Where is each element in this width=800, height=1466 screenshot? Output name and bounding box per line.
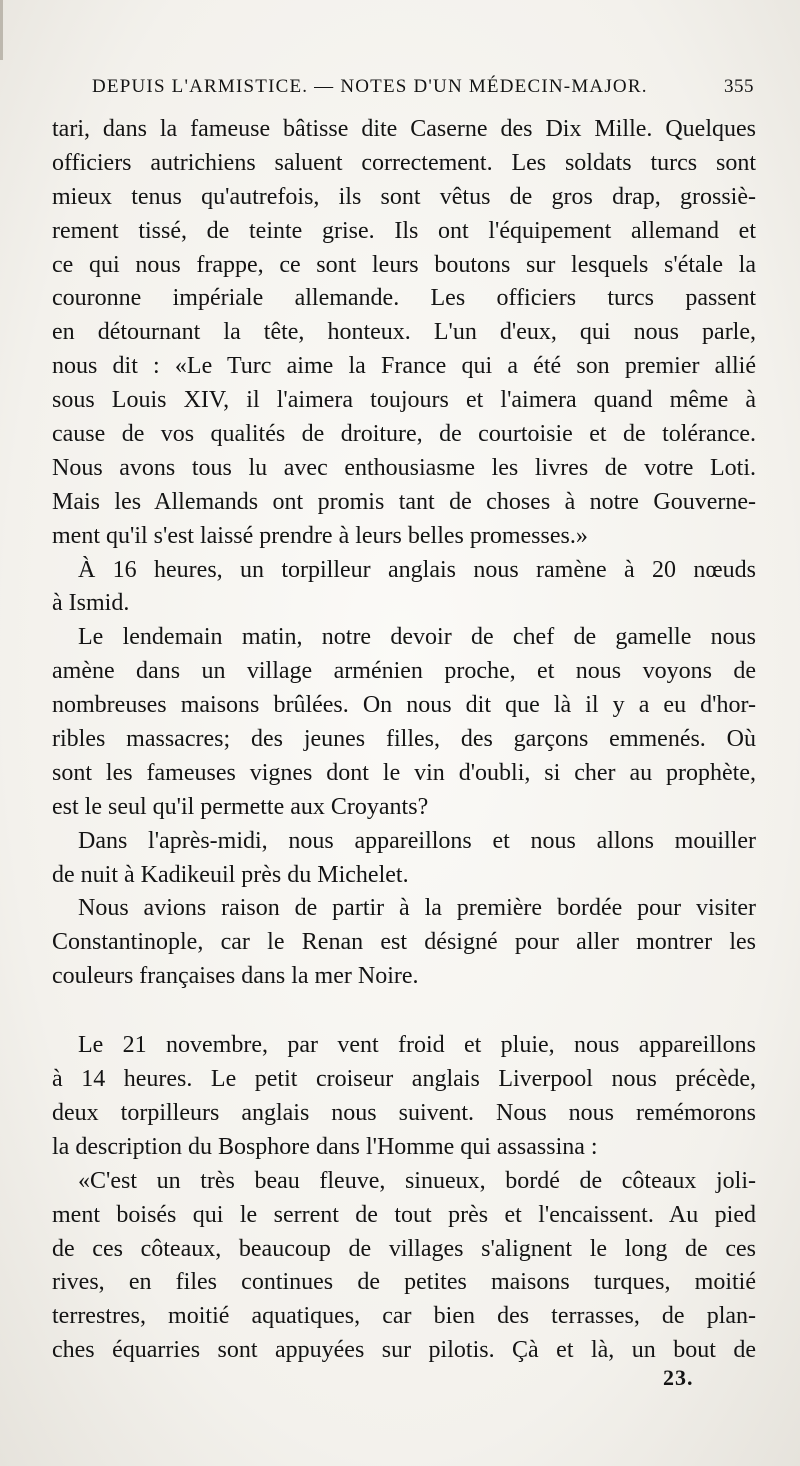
text-line: ribles massacres; des jeunes filles, des garçons emmenés. Où	[52, 726, 756, 753]
text-line: ches équarries sont appuyées sur pilotis. Çà et là, un bout de	[52, 1337, 756, 1364]
text-line: couronne impériale allemande. Les officiers turcs passent	[52, 285, 756, 312]
running-title: DEPUIS L'ARMISTICE. — NOTES D'UN MÉDECIN-MAJOR.	[92, 76, 648, 97]
text-line: deux torpilleurs anglais nous suivent. Nous nous remémorons	[52, 1099, 756, 1126]
text-line: nombreuses maisons brûlées. On nous dit que là il y a eu d'hor-	[52, 692, 756, 719]
page-number: 355	[724, 76, 754, 97]
paragraph	[52, 113, 756, 554]
text-line: sous Louis XIV, il l'aimera toujours et l'aimera quand même à	[52, 387, 756, 414]
text-line: À 16 heures, un torpilleur anglais nous ramène à 20 nœuds	[78, 556, 756, 583]
text-line: tari, dans la fameuse bâtisse dite Caserne des Dix Mille. Quelques	[52, 116, 756, 142]
text-line: amène dans un village arménien proche, et nous voyons de	[52, 658, 756, 685]
text-line: sont les fameuses vignes dont le vin d'oubli, si cher au prophète,	[52, 759, 756, 786]
text-line: en détournant la tête, honteux. L'un d'eux, qui nous parle,	[52, 319, 756, 346]
page-body	[52, 113, 756, 1368]
signature-mark: 23.	[663, 1365, 694, 1390]
text-line: Le 21 novembre, par vent froid et pluie, nous appareillons	[78, 1032, 756, 1059]
text-line: terrestres, moitié aquatiques, car bien des terrasses, de plan-	[52, 1303, 756, 1330]
text-line: mieux tenus qu'autrefois, ils sont vêtus de gros drap, grossiè-	[52, 183, 756, 210]
section-break	[52, 994, 756, 1029]
text-line: de ces côteaux, beaucoup de villages s'alignent le long de ces	[52, 1235, 756, 1262]
text-line: cause de vos qualités de droiture, de courtoisie et de tolérance.	[52, 421, 756, 448]
text-line: Nous avions raison de partir à la première bordée pour visiter	[78, 895, 756, 922]
text-line: la description du Bosphore dans l'Homme qui assassina :	[52, 1133, 598, 1160]
text-line: est le seul qu'il permette aux Croyants?	[52, 793, 429, 820]
text-line: nous dit : «Le Turc aime la France qui a été son premier allié	[52, 353, 756, 380]
text-line: ment boisés qui le serrent de tout près et l'encaissent. Au pied	[52, 1201, 756, 1228]
text-line: ment qu'il s'est laissé prendre à leurs belles promesses.»	[52, 522, 588, 549]
text-line: Mais les Allemands ont promis tant de choses à notre Gouverne-	[52, 488, 756, 515]
text-line: de nuit à Kadikeuil près du Michelet.	[52, 861, 409, 888]
text-line: «C'est un très beau fleuve, sinueux, bordé de côteaux joli-	[78, 1167, 756, 1194]
paragraph	[52, 621, 756, 824]
text-line: Dans l'après-midi, nous appareillons et nous allons mouiller	[78, 827, 756, 854]
paragraph	[52, 892, 756, 994]
text-line: ce qui nous frappe, ce sont leurs boutons sur lesquels s'étale la	[52, 251, 756, 278]
text-line: Le lendemain matin, notre devoir de chef de gamelle nous	[78, 624, 756, 651]
text-line: rives, en files continues de petites maisons turques, moitié	[52, 1269, 756, 1296]
paragraph	[52, 825, 756, 893]
paragraph	[52, 554, 756, 622]
text-line: à Ismid.	[52, 590, 130, 617]
paragraph	[52, 1029, 756, 1165]
text-line: Constantinople, car le Renan est désigné pour aller montrer les	[52, 929, 756, 956]
text-line: officiers autrichiens saluent correctement. Les soldats turcs sont	[52, 149, 756, 176]
text-line: couleurs françaises dans la mer Noire.	[52, 963, 419, 990]
running-header	[92, 76, 754, 98]
text-line: rement tissé, de teinte grise. Ils ont l'équipement allemand et	[52, 217, 756, 244]
scan-edge-mark	[0, 0, 3, 60]
text-line: à 14 heures. Le petit croiseur anglais Liverpool nous précède,	[52, 1066, 756, 1093]
text-line: Nous avons tous lu avec enthousiasme les livres de votre Loti.	[52, 454, 756, 481]
paragraph	[52, 1165, 756, 1368]
